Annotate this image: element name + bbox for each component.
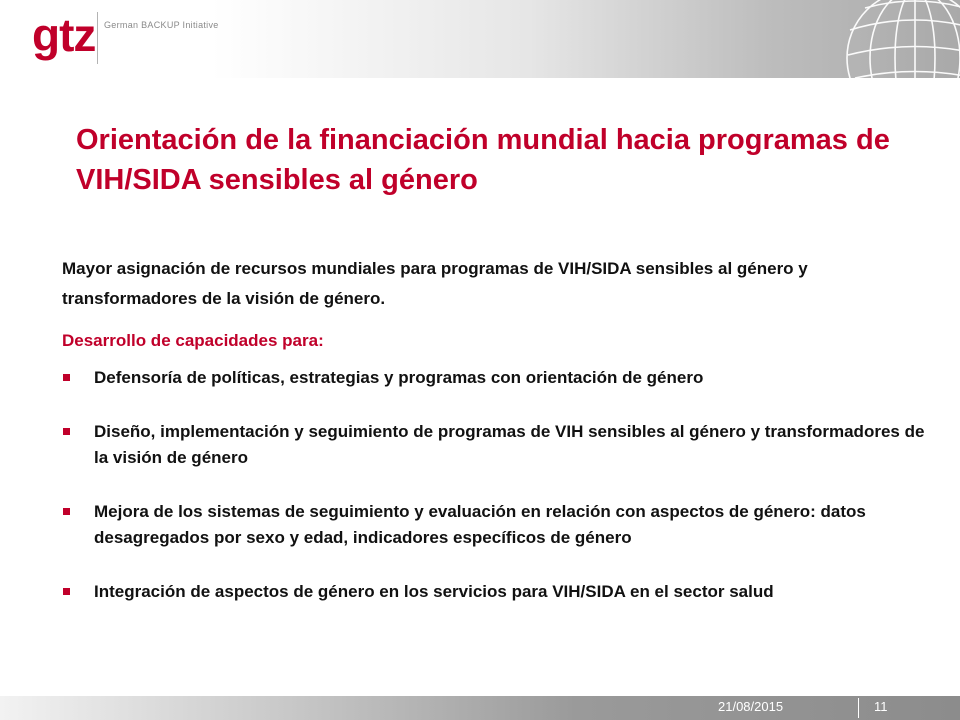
footer-date: 21/08/2015 xyxy=(718,699,784,714)
bullet-text: Defensoría de políticas, estrategias y programas con orientación de género xyxy=(94,368,704,387)
gtz-logo: gtz xyxy=(32,9,96,61)
logo-subtitle: German BACKUP Initiative xyxy=(104,20,219,30)
square-bullet-icon xyxy=(63,588,70,595)
list-item xyxy=(62,579,942,605)
footer-bar xyxy=(0,696,960,720)
list-item xyxy=(62,499,942,551)
intro-paragraph: Mayor asignación de recursos mundiales para programas de VIH/SIDA sensibles al género y transformadores de la visión de género. xyxy=(62,259,808,308)
bullet-text: Integración de aspectos de género en los servicios para VIH/SIDA en el sector salud xyxy=(94,582,774,601)
square-bullet-icon xyxy=(63,428,70,435)
slide-title: Orientación de la financiación mundial hacia programas de VIH/SIDA sensibles al género xyxy=(76,124,890,196)
globe-icon xyxy=(820,0,960,78)
bullet-text: Mejora de los sistemas de seguimiento y evaluación en relación con aspectos de género: datos desagregados por sexo y edad, indicadores específicos de género xyxy=(94,502,866,547)
bullet-list xyxy=(62,365,942,633)
page-number: 11 xyxy=(874,699,888,714)
subheading: Desarrollo de capacidades para: xyxy=(62,331,324,350)
logo-divider xyxy=(97,12,98,64)
header-band xyxy=(0,0,960,78)
list-item xyxy=(62,419,942,471)
bullet-text: Diseño, implementación y seguimiento de programas de VIH sensibles al género y transformadores de la visión de género xyxy=(94,422,925,467)
square-bullet-icon xyxy=(63,508,70,515)
footer-divider xyxy=(858,698,859,718)
list-item xyxy=(62,365,942,391)
square-bullet-icon xyxy=(63,374,70,381)
